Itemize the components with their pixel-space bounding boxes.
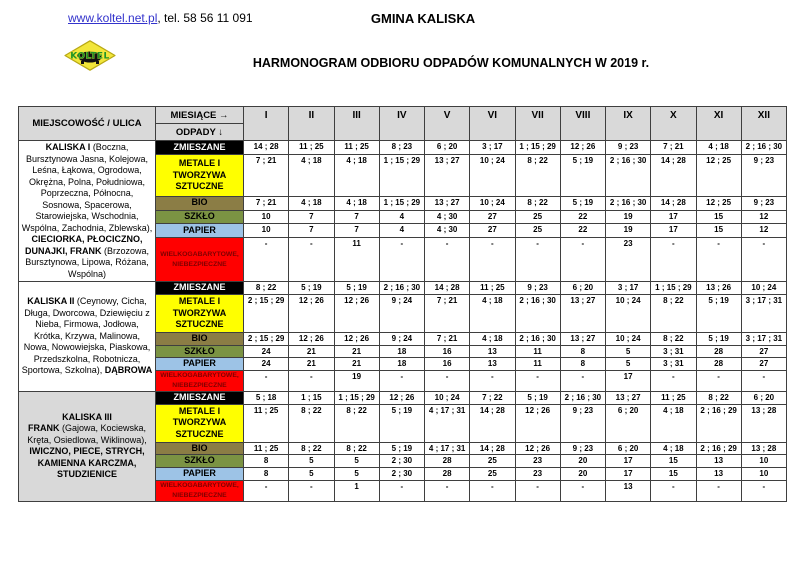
schedule-cell: 5 ; 19 <box>379 404 424 442</box>
schedule-cell: 28 <box>425 455 470 468</box>
locality-cell-3 <box>19 391 156 501</box>
schedule-cell: - <box>696 480 741 501</box>
schedule-cell: 15 <box>651 468 696 481</box>
schedule-cell: 20 <box>560 468 605 481</box>
schedule-cell: 13 ; 27 <box>425 196 470 210</box>
locality-text: (Gajowa, Kociewska, Kręta, Osiedlowa, Wiklinowa), <box>27 423 147 445</box>
schedule-cell: - <box>379 371 424 392</box>
schedule-cell: 5 <box>606 345 651 358</box>
schedule-cell: 4 ; 18 <box>470 295 515 333</box>
schedule-cell: 13 <box>606 480 651 501</box>
schedule-cell: 24 <box>244 345 289 358</box>
schedule-cell: 2 ; 30 <box>379 455 424 468</box>
schedule-cell: 2 ; 16 ; 30 <box>515 333 560 346</box>
schedule-cell: - <box>244 371 289 392</box>
months-direction-label: MIESIĄCE → <box>156 107 244 124</box>
schedule-cell: - <box>425 238 470 282</box>
schedule-cell: 5 <box>334 468 379 481</box>
waste-type-label-szklo: SZKŁO <box>156 455 244 468</box>
schedule-cell: 19 <box>334 371 379 392</box>
locality-text: KALISKA II <box>27 296 77 307</box>
schedule-cell: - <box>696 238 741 282</box>
locality-cell-1 <box>19 141 156 282</box>
waste-type-label-zmieszane: ZMIESZANE <box>156 282 244 295</box>
schedule-cell: 5 <box>289 455 334 468</box>
schedule-cell: 14 ; 28 <box>470 404 515 442</box>
schedule-cell: 11 ; 25 <box>470 282 515 295</box>
schedule-cell: 28 <box>696 358 741 371</box>
municipality-title: GMINA KALISKA <box>370 11 476 26</box>
schedule-cell: 13 ; 27 <box>606 391 651 404</box>
schedule-cell: 18 <box>379 345 424 358</box>
waste-type-label-wielkogabarytowe-niebezpieczne: WIELKOGABARYTOWE, NIEBEZPIECZNE <box>156 480 244 501</box>
schedule-cell: 13 ; 28 <box>741 442 786 455</box>
schedule-cell: 25 <box>470 455 515 468</box>
schedule-cell: 11 <box>334 238 379 282</box>
locality-text: KALISKA I <box>45 142 93 152</box>
schedule-cell: 17 <box>651 210 696 224</box>
schedule-cell: 27 <box>741 358 786 371</box>
schedule-cell: 12 ; 26 <box>379 391 424 404</box>
schedule-cell: 13 ; 27 <box>425 155 470 197</box>
schedule-cell: 13 ; 28 <box>741 404 786 442</box>
schedule-cell: 12 <box>741 210 786 224</box>
schedule-cell: 21 <box>334 358 379 371</box>
waste-type-label-wielkogabarytowe-niebezpieczne: WIELKOGABARYTOWE, NIEBEZPIECZNE <box>156 371 244 392</box>
schedule-cell: 1 ; 15 ; 29 <box>515 141 560 155</box>
schedule-cell: 8 ; 22 <box>289 442 334 455</box>
schedule-cell: - <box>379 480 424 501</box>
schedule-cell: 1 ; 15 ; 29 <box>379 155 424 197</box>
schedule-cell: 25 <box>515 210 560 224</box>
schedule-cell: 19 <box>606 224 651 238</box>
locality-text: CIECIORKA, PŁOCICZNO, DUNAJKI, FRANK <box>24 234 143 256</box>
schedule-cell: 4 ; 30 <box>425 210 470 224</box>
logo-text: KOLTEL <box>70 51 110 62</box>
schedule-cell: 1 ; 15 ; 29 <box>334 391 379 404</box>
locality-text: (Brzozowa, Bursztynowa, Lipowa, Różana, Wspólna) <box>25 245 150 279</box>
schedule-cell: 5 <box>289 468 334 481</box>
schedule-cell: 4 ; 18 <box>470 333 515 346</box>
schedule-cell: 15 <box>696 210 741 224</box>
schedule-cell: 4 ; 18 <box>651 442 696 455</box>
schedule-cell: 15 <box>651 455 696 468</box>
schedule-cell: 21 <box>289 358 334 371</box>
schedule-cell: 2 ; 16 ; 30 <box>379 282 424 295</box>
schedule-cell: 4 ; 18 <box>289 155 334 197</box>
schedule-cell: 8 <box>244 455 289 468</box>
schedule-cell: 9 ; 23 <box>515 282 560 295</box>
locality-text: KALISKA III <box>62 411 112 422</box>
month-header-IX: IX <box>606 107 651 141</box>
schedule-cell: 13 ; 27 <box>560 333 605 346</box>
schedule-cell: 10 <box>244 210 289 224</box>
schedule-cell: 13 <box>470 345 515 358</box>
schedule-cell: 8 ; 22 <box>289 404 334 442</box>
waste-type-label-metale-tworzywa-sztuczne: METALE I TWORZYWA SZTUCZNE <box>156 155 244 197</box>
waste-type-label-papier: PAPIER <box>156 468 244 481</box>
schedule-cell: 2 ; 16 ; 30 <box>515 295 560 333</box>
schedule-cell: 10 ; 24 <box>606 295 651 333</box>
schedule-cell: 12 ; 26 <box>289 295 334 333</box>
schedule-cell: 7 ; 21 <box>651 141 696 155</box>
schedule-cell: 6 ; 20 <box>606 442 651 455</box>
phone-text: , tel. 58 56 11 091 <box>157 11 253 25</box>
schedule-cell: 10 <box>741 455 786 468</box>
schedule-cell: 5 ; 19 <box>696 333 741 346</box>
schedule-cell: 14 ; 28 <box>651 155 696 197</box>
schedule-cell: 3 ; 17 <box>470 141 515 155</box>
schedule-cell: 4 ; 17 ; 31 <box>425 442 470 455</box>
schedule-cell: 13 <box>696 468 741 481</box>
month-header-X: X <box>651 107 696 141</box>
schedule-cell: - <box>696 371 741 392</box>
schedule-cell: 12 ; 26 <box>560 141 605 155</box>
schedule-cell: 27 <box>741 345 786 358</box>
schedule-cell: 8 <box>560 358 605 371</box>
schedule-cell: 2 ; 16 ; 29 <box>696 442 741 455</box>
schedule-cell: 23 <box>606 238 651 282</box>
schedule-cell: 3 ; 31 <box>651 358 696 371</box>
schedule-cell: - <box>515 371 560 392</box>
schedule-cell: 4 <box>379 210 424 224</box>
schedule-cell: 12 <box>741 224 786 238</box>
locality-text: (Boczna, Bursztynowa Jasna, Kolejowa, Leśna, Łąkowa, Ogrodowa, Okrężna, Polna, Południowa, Poprzeczna, Północna, Sosnowa, Spacerowa, Starowiejska, Wschodnia, Wspólna, Zachodnia, Zblewska), <box>21 142 153 233</box>
schedule-cell: - <box>741 238 786 282</box>
waste-direction-label: ODPADY ↓ <box>156 124 244 141</box>
schedule-cell: 5 ; 19 <box>560 155 605 197</box>
schedule-cell: 16 <box>425 358 470 371</box>
schedule-cell: 4 ; 18 <box>334 196 379 210</box>
locality-text: (Ceynowy, Cicha, Długa, Dworcowa, Dziewięciu z Nieba, Firmowa, Jodłowa, Krótka, Krzywa, Malinowa, Nowa, Nowowiejska, Piaskowa, Przedszkolna, Robotnicza, Sportowa, Szkolna), <box>21 296 151 376</box>
schedule-cell: 2 ; 15 ; 29 <box>244 295 289 333</box>
waste-type-label-szklo: SZKŁO <box>156 345 244 358</box>
schedule-cell: 8 ; 22 <box>515 155 560 197</box>
schedule-cell: 4 ; 18 <box>334 155 379 197</box>
schedule-cell: 17 <box>606 455 651 468</box>
schedule-cell: 4 ; 18 <box>696 141 741 155</box>
schedule-cell: 8 ; 22 <box>651 295 696 333</box>
schedule-cell: 10 ; 24 <box>470 196 515 210</box>
waste-type-label-papier: PAPIER <box>156 224 244 238</box>
schedule-cell: 8 <box>244 468 289 481</box>
month-header-VII: VII <box>515 107 560 141</box>
schedule-cell: 6 ; 20 <box>560 282 605 295</box>
schedule-cell: - <box>289 238 334 282</box>
schedule-cell: 8 ; 22 <box>334 442 379 455</box>
schedule-cell: 2 ; 16 ; 30 <box>606 155 651 197</box>
schedule-cell: - <box>470 238 515 282</box>
schedule-cell: 14 ; 28 <box>651 196 696 210</box>
month-header-IV: IV <box>379 107 424 141</box>
schedule-cell: 6 ; 20 <box>741 391 786 404</box>
contact-line <box>68 11 253 25</box>
schedule-cell: - <box>651 371 696 392</box>
waste-type-label-papier: PAPIER <box>156 358 244 371</box>
koltel-logo <box>64 40 116 71</box>
schedule-cell: - <box>560 480 605 501</box>
schedule-cell: 7 ; 21 <box>425 295 470 333</box>
schedule-cell: 3 ; 31 <box>651 345 696 358</box>
locality-text: FRANK <box>27 423 62 434</box>
schedule-cell: 13 <box>696 455 741 468</box>
schedule-cell: 10 ; 24 <box>606 333 651 346</box>
waste-type-label-wielkogabarytowe-niebezpieczne: WIELKOGABARYTOWE, NIEBEZPIECZNE <box>156 238 244 282</box>
schedule-cell: 11 ; 25 <box>244 404 289 442</box>
schedule-cell: 9 ; 23 <box>741 196 786 210</box>
schedule-cell: 7 ; 21 <box>425 333 470 346</box>
locality-cell-2 <box>19 282 156 392</box>
schedule-cell: 3 ; 17 ; 31 <box>741 333 786 346</box>
schedule-cell: 5 ; 19 <box>696 295 741 333</box>
schedule-cell: 11 <box>515 345 560 358</box>
schedule-cell: 9 ; 23 <box>741 155 786 197</box>
schedule-cell: 9 ; 24 <box>379 333 424 346</box>
schedule-cell: 4 ; 18 <box>651 404 696 442</box>
schedule-cell: 2 ; 30 <box>379 468 424 481</box>
schedule-cell: 11 ; 25 <box>244 442 289 455</box>
schedule-cell: - <box>289 480 334 501</box>
schedule-cell: 5 ; 19 <box>289 282 334 295</box>
schedule-cell: 1 ; 15 <box>289 391 334 404</box>
schedule-cell: 14 ; 28 <box>470 442 515 455</box>
schedule-cell: - <box>515 238 560 282</box>
schedule-cell: 7 <box>334 224 379 238</box>
waste-type-label-zmieszane: ZMIESZANE <box>156 391 244 404</box>
schedule-cell: 6 ; 20 <box>425 141 470 155</box>
schedule-cell: - <box>741 480 786 501</box>
schedule-cell: 28 <box>696 345 741 358</box>
month-header-V: V <box>425 107 470 141</box>
schedule-cell: 5 <box>334 455 379 468</box>
schedule-cell: 17 <box>606 468 651 481</box>
schedule-cell: 8 ; 23 <box>379 141 424 155</box>
schedule-cell: 22 <box>560 210 605 224</box>
schedule-cell: 4 ; 30 <box>425 224 470 238</box>
schedule-cell: 8 <box>560 345 605 358</box>
waste-type-label-szklo: SZKŁO <box>156 210 244 224</box>
locality-text: IWICZNO, PIECE, STRYCH, KAMIENNA KARCZMA, STUDZIENICE <box>29 446 145 480</box>
schedule-cell: 5 ; 19 <box>515 391 560 404</box>
schedule-cell: - <box>289 371 334 392</box>
schedule-cell: 21 <box>289 345 334 358</box>
schedule-cell: 18 <box>379 358 424 371</box>
schedule-cell: 6 ; 20 <box>606 404 651 442</box>
schedule-cell: 8 ; 22 <box>244 282 289 295</box>
month-header-VI: VI <box>470 107 515 141</box>
schedule-cell: - <box>651 238 696 282</box>
schedule-cell: 5 <box>606 358 651 371</box>
month-header-II: II <box>289 107 334 141</box>
schedule-cell: 19 <box>606 210 651 224</box>
schedule-cell: - <box>244 480 289 501</box>
schedule-cell: 4 <box>379 224 424 238</box>
schedule-cell: 9 ; 23 <box>560 404 605 442</box>
schedule-cell: 21 <box>334 345 379 358</box>
corner-header: MIEJSCOWOŚĆ / ULICA <box>19 107 156 141</box>
schedule-cell: 5 ; 19 <box>379 442 424 455</box>
waste-type-label-metale-tworzywa-sztuczne: METALE I TWORZYWA SZTUCZNE <box>156 404 244 442</box>
schedule-cell: 11 ; 25 <box>334 141 379 155</box>
schedule-cell: 10 <box>741 468 786 481</box>
schedule-cell: - <box>379 238 424 282</box>
schedule-cell: 23 <box>515 455 560 468</box>
schedule-cell: 14 ; 28 <box>425 282 470 295</box>
schedule-table <box>18 106 787 502</box>
schedule-cell: 12 ; 26 <box>515 442 560 455</box>
schedule-cell: 11 ; 25 <box>289 141 334 155</box>
schedule-cell: 16 <box>425 345 470 358</box>
schedule-cell: 17 <box>651 224 696 238</box>
schedule-cell: 2 ; 15 ; 29 <box>244 333 289 346</box>
schedule-cell: 7 ; 21 <box>244 196 289 210</box>
schedule-cell: 28 <box>425 468 470 481</box>
month-header-I: I <box>244 107 289 141</box>
schedule-cell: 10 ; 24 <box>470 155 515 197</box>
schedule-cell: 12 ; 26 <box>334 295 379 333</box>
waste-type-label-metale-tworzywa-sztuczne: METALE I TWORZYWA SZTUCZNE <box>156 295 244 333</box>
schedule-cell: 8 ; 22 <box>696 391 741 404</box>
schedule-cell: 17 <box>606 371 651 392</box>
locality-text: DĄBROWA <box>104 365 153 376</box>
schedule-cell: 8 ; 22 <box>334 404 379 442</box>
schedule-cell: - <box>425 371 470 392</box>
schedule-cell: 10 <box>244 224 289 238</box>
schedule-cell: 25 <box>515 224 560 238</box>
waste-type-label-zmieszane: ZMIESZANE <box>156 141 244 155</box>
schedule-cell: 15 <box>696 224 741 238</box>
schedule-cell: 7 ; 21 <box>244 155 289 197</box>
schedule-cell: 7 ; 22 <box>470 391 515 404</box>
schedule-cell: 7 <box>289 210 334 224</box>
schedule-cell: 3 ; 17 <box>606 282 651 295</box>
schedule-cell: 5 ; 18 <box>244 391 289 404</box>
schedule-cell: 2 ; 16 ; 30 <box>606 196 651 210</box>
schedule-cell: 11 ; 25 <box>651 391 696 404</box>
schedule-cell: - <box>425 480 470 501</box>
schedule-cell: 8 ; 22 <box>651 333 696 346</box>
schedule-cell: 10 ; 24 <box>741 282 786 295</box>
month-header-VIII: VIII <box>560 107 605 141</box>
schedule-cell: 4 ; 17 ; 31 <box>425 404 470 442</box>
schedule-cell: 8 ; 22 <box>515 196 560 210</box>
schedule-cell: - <box>560 238 605 282</box>
schedule-cell: 12 ; 26 <box>334 333 379 346</box>
schedule-cell: 11 <box>515 358 560 371</box>
schedule-cell: 9 ; 23 <box>606 141 651 155</box>
schedule-cell: 24 <box>244 358 289 371</box>
month-header-XI: XI <box>696 107 741 141</box>
waste-type-label-bio: BIO <box>156 442 244 455</box>
schedule-cell: 14 ; 28 <box>244 141 289 155</box>
schedule-cell: 27 <box>470 224 515 238</box>
schedule-cell: 12 ; 26 <box>515 404 560 442</box>
schedule-cell: 22 <box>560 224 605 238</box>
schedule-cell: 1 <box>334 480 379 501</box>
month-header-XII: XII <box>741 107 786 141</box>
schedule-cell: 7 <box>334 210 379 224</box>
schedule-cell: 5 ; 19 <box>334 282 379 295</box>
schedule-cell: 2 ; 16 ; 29 <box>696 404 741 442</box>
schedule-cell: - <box>560 371 605 392</box>
schedule-cell: - <box>244 238 289 282</box>
schedule-cell: 13 ; 26 <box>696 282 741 295</box>
schedule-cell: 2 ; 16 ; 30 <box>560 391 605 404</box>
schedule-cell: 23 <box>515 468 560 481</box>
schedule-cell: 9 ; 24 <box>379 295 424 333</box>
schedule-cell: 20 <box>560 455 605 468</box>
schedule-cell: 10 ; 24 <box>425 391 470 404</box>
month-header-III: III <box>334 107 379 141</box>
schedule-cell: 2 ; 16 ; 30 <box>741 141 786 155</box>
schedule-cell: 5 ; 19 <box>560 196 605 210</box>
schedule-cell: 1 ; 15 ; 29 <box>379 196 424 210</box>
schedule-cell: 25 <box>470 468 515 481</box>
waste-type-label-bio: BIO <box>156 333 244 346</box>
koltel-logo-icon <box>64 40 116 71</box>
website-link[interactable]: www.koltel.net.pl <box>68 11 158 25</box>
schedule-cell: 4 ; 18 <box>289 196 334 210</box>
schedule-cell: 12 ; 25 <box>696 196 741 210</box>
schedule-cell: 1 ; 15 ; 29 <box>651 282 696 295</box>
schedule-cell: - <box>470 371 515 392</box>
schedule-cell: 13 ; 27 <box>560 295 605 333</box>
schedule-cell: 13 <box>470 358 515 371</box>
schedule-cell: - <box>515 480 560 501</box>
schedule-cell: - <box>651 480 696 501</box>
schedule-cell: 27 <box>470 210 515 224</box>
waste-type-label-bio: BIO <box>156 196 244 210</box>
schedule-cell: 3 ; 17 ; 31 <box>741 295 786 333</box>
schedule-cell: 9 ; 23 <box>560 442 605 455</box>
schedule-title: HARMONOGRAM ODBIORU ODPADÓW KOMUNALNYCH W 2019 r. <box>252 56 650 70</box>
schedule-cell: 7 <box>289 224 334 238</box>
schedule-cell: - <box>741 371 786 392</box>
schedule-cell: 12 ; 26 <box>289 333 334 346</box>
schedule-cell: 12 ; 25 <box>696 155 741 197</box>
schedule-cell: - <box>470 480 515 501</box>
